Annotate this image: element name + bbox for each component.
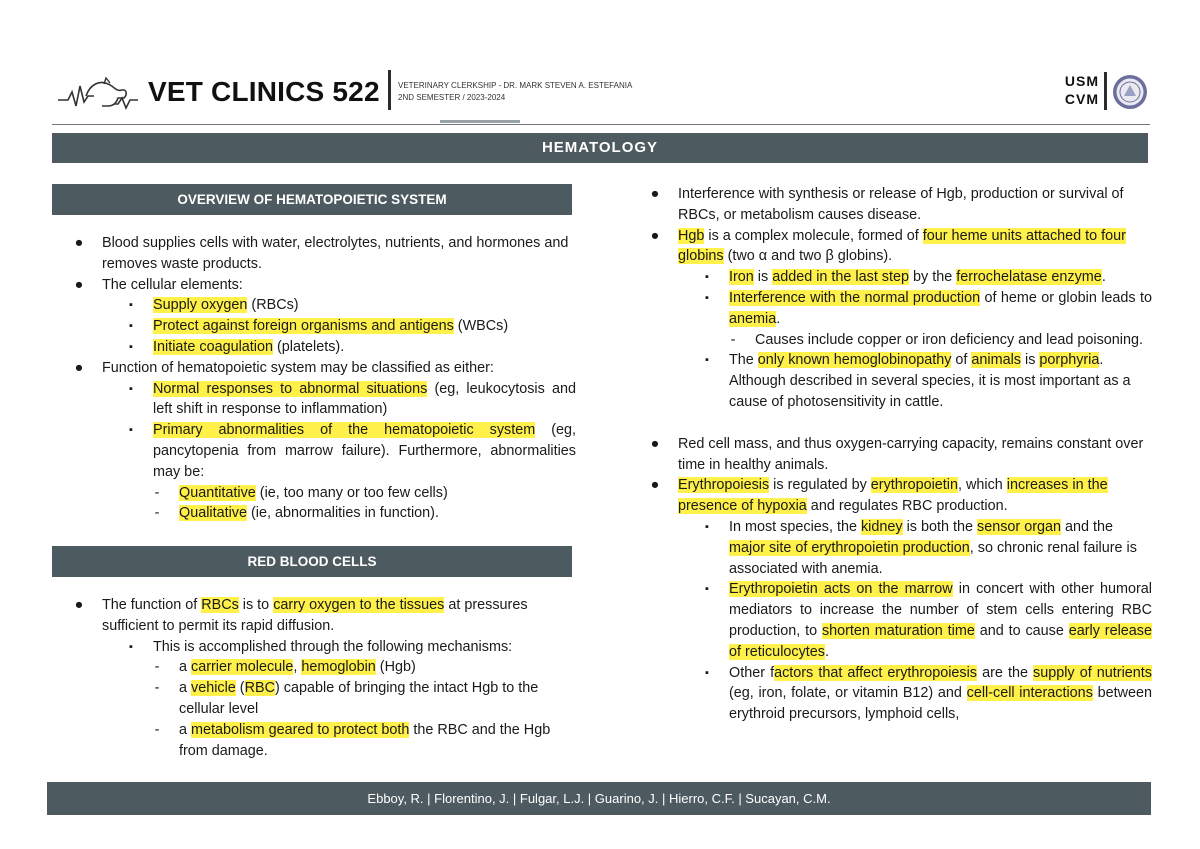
section-header-overview: OVERVIEW OF HEMATOPOIETIC SYSTEM xyxy=(52,184,572,215)
dash-bullet-icon: - xyxy=(154,659,160,676)
square-bullet-icon: ▪ xyxy=(705,354,709,367)
highlight: Erythropoiesis xyxy=(678,477,770,494)
page-header xyxy=(52,66,1152,122)
list-item: - Causes include copper or iron deficiency and lead poisoning. xyxy=(628,330,1152,351)
square-bullet-icon: ▪ xyxy=(705,520,709,533)
course-meta xyxy=(398,80,632,104)
list-item: - Quantitative (ie, too many or too few cells) xyxy=(52,483,576,504)
highlight: vehicle xyxy=(191,680,236,697)
square-bullet-icon: ▪ xyxy=(129,382,133,395)
list-item: ● Red cell mass, and thus oxygen-carrying capacity, remains constant over time in healthy animals. xyxy=(628,434,1152,476)
dash-bullet-icon: - xyxy=(154,680,160,697)
highlight: Qualitative xyxy=(179,505,247,522)
square-bullet-icon: ▪ xyxy=(129,424,133,437)
list-item: ▪ Supply oxygen (RBCs) xyxy=(52,295,576,316)
highlight: actors that affect erythropoiesis xyxy=(774,664,977,681)
course-meta-line2: 2ND SEMESTER / 2023-2024 xyxy=(398,93,506,102)
list-item: ▪ Protect against foreign organisms and antigens (WBCs) xyxy=(52,316,576,337)
left-column-rbc xyxy=(52,595,576,761)
disc-bullet-icon: ● xyxy=(74,235,84,251)
school-label-line1: USM xyxy=(1064,73,1099,89)
highlight: metabolism geared to protect both xyxy=(191,721,410,738)
highlight: Primary abnormalities of the hematopoietic system xyxy=(153,422,536,439)
list-item: ▪ Normal responses to abnormal situations (eg, leukocytosis and left shift in response to inflammation) xyxy=(52,379,576,421)
topic-banner: HEMATOLOGY xyxy=(52,133,1148,163)
dash-bullet-icon: - xyxy=(154,505,160,522)
highlight: early release of reticulocytes xyxy=(729,622,1153,660)
square-bullet-icon: ▪ xyxy=(129,640,133,653)
dash-bullet-icon: - xyxy=(154,721,160,738)
list-item: ● Blood supplies cells with water, electrolytes, nutrients, and hormones and removes waste products. xyxy=(52,233,576,275)
square-bullet-icon: ▪ xyxy=(129,299,133,312)
highlight: only known hemoglobinopathy xyxy=(757,352,952,369)
highlight: shorten maturation time xyxy=(821,622,975,639)
usm-seal-icon xyxy=(1112,74,1148,110)
disc-bullet-icon: ● xyxy=(74,597,84,613)
square-bullet-icon: ▪ xyxy=(129,340,133,353)
highlight: RBC xyxy=(244,680,275,697)
highlight: erythropoietin xyxy=(870,477,958,494)
list-item: ▪ The only known hemoglobinopathy of animals is porphyria. Although described in several species, it is most important as a cause of photosensitivity in cattle. xyxy=(628,350,1152,412)
disc-bullet-icon: ● xyxy=(650,227,660,244)
left-column xyxy=(52,233,576,524)
list-item: ▪ In most species, the kidney is both the sensor organ and the major site of erythropoietin production, so chronic renal failure is associated with anemia. xyxy=(628,517,1152,579)
list-item: ● The cellular elements: xyxy=(52,275,576,296)
highlight: ferrochelatase enzyme xyxy=(956,269,1102,286)
highlight: sensor organ xyxy=(977,518,1061,535)
highlight: hemoglobin xyxy=(301,659,376,676)
highlight: Iron xyxy=(729,269,754,286)
highlight: carrier molecule xyxy=(191,659,294,676)
highlight: cell-cell interactions xyxy=(966,685,1093,702)
dash-bullet-icon: - xyxy=(730,331,736,348)
list-item: - a carrier molecule, hemoglobin (Hgb) xyxy=(52,657,576,678)
highlight: supply of nutrients xyxy=(1033,664,1152,681)
list-item: - Qualitative (ie, abnormalities in function). xyxy=(52,503,576,524)
highlight: Initiate coagulation xyxy=(153,338,274,355)
horse-heartbeat-logo-icon xyxy=(56,74,140,114)
list-item: ▪ Primary abnormalities of the hematopoietic system (eg, pancytopenia from marrow failure). Furthermore, abnormalities may be: xyxy=(52,420,576,482)
list-item: - a metabolism geared to protect both the RBC and the Hgb from damage. xyxy=(52,720,576,762)
highlight: anemia xyxy=(729,310,777,327)
list-item: ▪ Interference with the normal production of heme or globin leads to anemia. xyxy=(628,288,1152,330)
header-rule-accent xyxy=(440,120,520,123)
dash-bullet-icon: - xyxy=(154,484,160,501)
disc-bullet-icon: ● xyxy=(650,186,660,202)
list-item: ▪ Iron is added in the last step by the ferrochelatase enzyme. xyxy=(628,267,1152,288)
list-item: ● Hgb is a complex molecule, formed of four heme units attached to four globins (two α and two β globins). xyxy=(628,226,1152,268)
highlight: increases in the presence of hypoxia xyxy=(678,477,1108,515)
school-divider xyxy=(1104,72,1107,110)
highlight: RBCs xyxy=(201,597,239,613)
brand-title: VET CLINICS 522 xyxy=(148,76,380,107)
highlight: Hgb xyxy=(678,227,705,244)
school-label xyxy=(1037,72,1099,108)
list-item: ● Erythropoiesis is regulated by erythropoietin, which increases in the presence of hypoxia and regulates RBC production. xyxy=(628,475,1152,517)
list-item: ● Function of hematopoietic system may be classified as either: xyxy=(52,358,576,379)
highlight: carry oxygen to the tissues xyxy=(273,597,445,613)
highlight: added in the last step xyxy=(772,269,910,286)
disc-bullet-icon: ● xyxy=(650,477,660,494)
list-item: ▪ This is accomplished through the following mechanisms: xyxy=(52,637,576,658)
disc-bullet-icon: ● xyxy=(74,359,84,376)
highlight: four heme units attached to four globins xyxy=(678,227,1126,265)
list-item: ▪ Initiate coagulation (platelets). xyxy=(52,337,576,358)
square-bullet-icon: ▪ xyxy=(705,291,709,304)
authors-footer: Ebboy, R. | Florentino, J. | Fulgar, L.J. | Guarino, J. | Hierro, C.F. | Sucayan, C.M. xyxy=(47,782,1151,815)
list-item: ● Interference with synthesis or release of Hgb, production or survival of RBCs, or metabolism causes disease. xyxy=(628,184,1152,226)
highlight: Interference with the normal production xyxy=(729,289,981,306)
header-divider xyxy=(388,70,391,110)
square-bullet-icon: ▪ xyxy=(705,583,709,596)
spacer xyxy=(628,413,1152,434)
highlight: animals xyxy=(971,352,1021,369)
disc-bullet-icon: ● xyxy=(74,276,84,293)
list-item: ▪ Other factors that affect erythropoiesis are the supply of nutrients (eg, iron, folate, or vitamin B12) and cell-cell interactions between erythroid precursors, lymphoid cells, xyxy=(628,663,1152,725)
right-column xyxy=(628,184,1152,725)
highlight: Quantitative xyxy=(179,484,256,501)
square-bullet-icon: ▪ xyxy=(705,666,709,679)
list-item: - a vehicle (RBC) capable of bringing the intact Hgb to the cellular level xyxy=(52,678,576,720)
list-item: ● The function of RBCs is to carry oxygen to the tissues at pressures sufficient to permit its rapid diffusion. xyxy=(52,595,576,637)
header-rule xyxy=(52,124,1150,125)
highlight: porphyria xyxy=(1039,352,1100,369)
highlight: Supply oxygen xyxy=(153,297,248,314)
highlight: kidney xyxy=(860,518,903,535)
highlight: Normal responses to abnormal situations xyxy=(153,380,428,397)
section-header-rbc: RED BLOOD CELLS xyxy=(52,546,572,577)
highlight: Protect against foreign organisms and antigens xyxy=(153,318,454,335)
highlight: major site of erythropoietin production xyxy=(729,539,970,556)
square-bullet-icon: ▪ xyxy=(705,271,709,284)
disc-bullet-icon: ● xyxy=(650,435,660,452)
course-meta-line1: VETERINARY CLERKSHIP - DR. MARK STEVEN A. ESTEFANIA xyxy=(398,81,633,90)
square-bullet-icon: ▪ xyxy=(129,320,133,333)
school-label-line2: CVM xyxy=(1064,91,1099,107)
highlight: Erythropoietin acts on the marrow xyxy=(729,581,953,598)
list-item: ▪ Erythropoietin acts on the marrow in concert with other humoral mediators to increase the number of stem cells entering RBC production, to shorten maturation time and to cause early release of reticulocytes. xyxy=(628,579,1152,662)
